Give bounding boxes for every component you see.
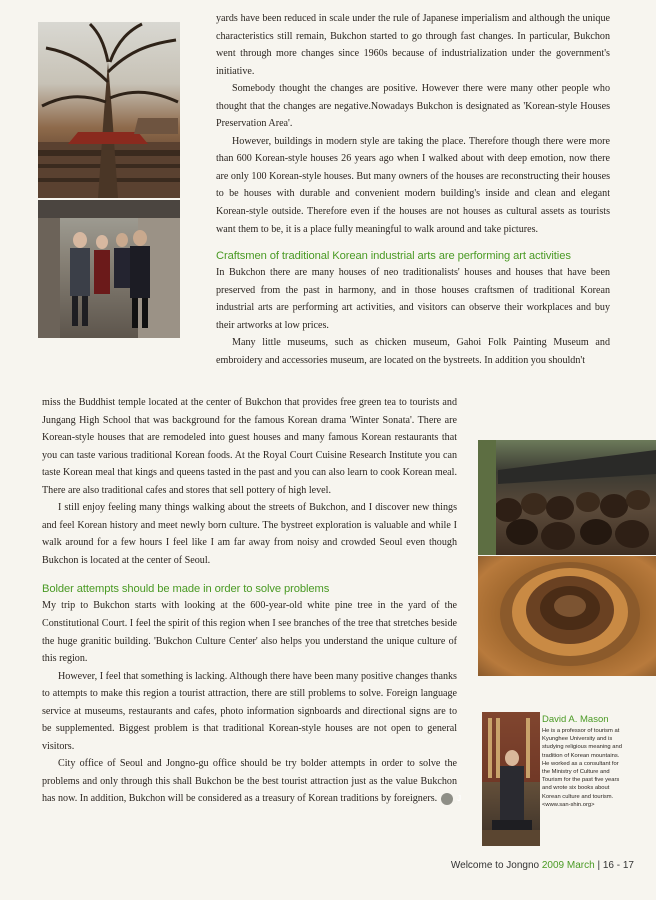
section-heading-bolder-attempts: Bolder attempts should be made in order to solve problems [42, 583, 330, 596]
paragraph: yards have been reduced in scale under the rule of Japanese imperialism and although the unique characteristics still remain, Bukchon started to go through fast changes. In particular, Bukchon went through more changes since 1960s because of industrialization under the government's initiative. [216, 13, 610, 77]
paragraph: In Bukchon there are many houses of neo traditionalists' houses and houses that have been preserved from the past in harmony, and in those houses craftsmen of traditional Korean industrial arts are performing art activities, and visitors can observe their workplaces and buy their artworks at low prices. [216, 267, 610, 331]
magazine-title: Welcome to Jongno [450, 860, 540, 871]
article-top-column [216, 10, 610, 369]
paragraph-text: City office of Seoul and Jongno-gu office should be try bolder attempts in order to solve the problems and only through this shall Bukchon be the best tourist attraction just as the value Bukchon has now. In addition, Bukchon will be considered as a treasury of Korean traditions by foreigners. [42, 758, 457, 805]
visitors-in-hanok-alley-photo [38, 200, 180, 338]
author-name: David A. Mason [542, 714, 609, 725]
paragraph: I still enjoy feeling many things walking about the streets of Bukchon, and I discover new things and feel Korean history and meet newly born culture. The bystreet exploration is valuable and while I walk around for a few hours I feel like I am far away from noisy and crowded Seoul even though Bukchon is located at the center of Seoul. [42, 502, 457, 566]
paragraph [42, 755, 462, 808]
paragraph: Somebody thought the changes are positive. However there were many other people who thought that the changes are negative.Nowadays Bukchon is designated as 'Korean-style Houses Preservation Area'. [216, 83, 610, 130]
paragraph: However, buildings in modern style are taking the place. Therefore though there were more than 600 Korean-style houses 26 years ago when I walked about with deep emotion, now there are only 100 Korean-style houses. But many owners of the houses are reconstructing their houses to be houses with durable and convenient modern building's inside and clean and elegant Korean-style outside. Therefore even if the houses are not houses as cultural assets as tourists want them to be, it is a place fully meaningful to walk around and take pictures. [216, 135, 610, 235]
footer-separator: | [597, 860, 601, 871]
page-numbers: 16 - 17 [602, 860, 634, 871]
paragraph: However, I feel that something is lacking. Although there have been many positive changes thanks to attempts to make this region a tourist attraction, there are still problems to solve. Foreign language service at museums, restaurants and cafes, photo information signboards and directional signs are to be supplemented. Biggest problem is that traditional Korean-style houses are not open to general visitors. [42, 670, 457, 752]
issue-date: 2009 March [541, 860, 595, 871]
traditional-jars-photo [478, 440, 656, 555]
ceramic-bowl-photo [478, 556, 656, 676]
paragraph: My trip to Bukchon starts with looking at the 600-year-old white pine tree in the yard of the Constitutional Court. I feel the spirit of this region when I see branches of the tree that stretches beside the huge granitic building. 'Bukchon Culture Center' also helps you understand the unique culture of this region. [42, 600, 457, 665]
author-bio [542, 714, 622, 809]
end-of-article-icon: J [441, 793, 453, 805]
pine-tree-photo [38, 22, 180, 198]
author-portrait-photo [482, 712, 540, 846]
page-footer [451, 860, 634, 871]
paragraph: miss the Buddhist temple located at the center of Bukchon that provides free green tea to tourists and Jungang High School that was background for the famous Korean drama 'Winter Sonata'. There are Korean-style houses that are remodeled into guest houses and many famous Korean restaurants that you can taste various traditional Korean foods. At the Royal Court Cuisine Research Institute you can taste Korean meal that kings and queens tasted in the past and you can also learn to cook Korean meal. There are also traditional cafes and stores that sell pottery of high level. [42, 397, 457, 496]
paragraph: Many little museums, such as chicken museum, Gahoi Folk Painting Museum and embroidery and accessories museum, are located on the bystreets. In addition you shouldn't [216, 337, 610, 366]
section-heading-craftsmen: Craftsmen of traditional Korean industrial arts are performing art activities [216, 250, 571, 263]
article-bottom-column [42, 394, 462, 808]
author-bio-text: He is a professor of tourism at Kyunghee University and is studying religious meaning and tradition of Korean mountains. He worked as a consultant for the Ministry of Culture and Tourism for the past five years and wrote six books about Korean culture and tourism. <www.san-shin.org> [542, 728, 622, 808]
